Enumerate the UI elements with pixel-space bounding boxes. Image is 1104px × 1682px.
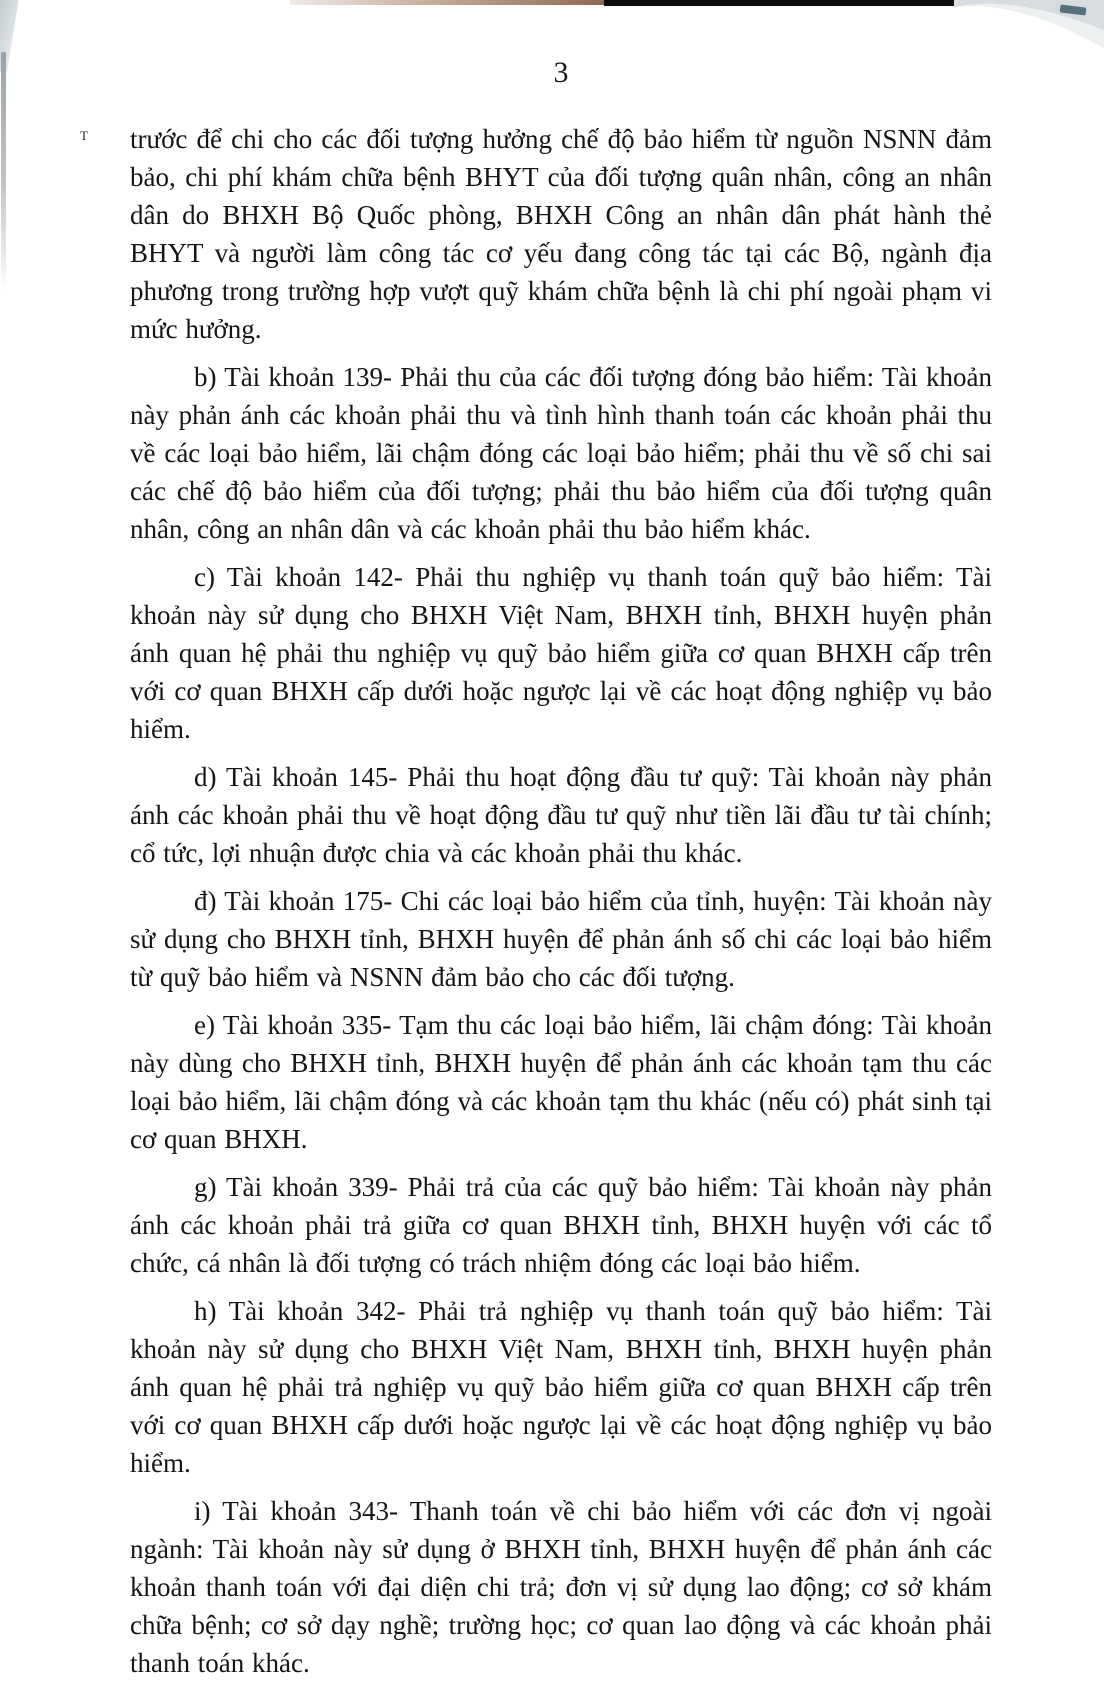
paragraph-item-h-account-342: h) Tài khoản 342- Phải trả nghiệp vụ thanh toán quỹ bảo hiểm: Tài khoản này sử dụng cho BHXH Việt Nam, BHXH tỉnh, BHXH huyện phản ánh quan hệ phải trả nghiệp vụ quỹ bảo hiểm giữa cơ quan BHXH cấp trên với cơ quan BHXH cấp dưới hoặc ngược lại về các hoạt động nghiệp vụ bảo hiểm.: [130, 1296, 992, 1478]
stray-scan-mark: T: [80, 128, 88, 143]
paragraph-item-e-account-335: e) Tài khoản 335- Tạm thu các loại bảo hiểm, lãi chậm đóng: Tài khoản này dùng cho BHXH tỉnh, BHXH huyện để phản ánh các khoản tạm thu các loại bảo hiểm, lãi chậm đóng và các khoản tạm thu khác (nếu có) phát sinh tại cơ quan BHXH.: [130, 1010, 992, 1154]
paragraph-item-i-account-343: i) Tài khoản 343- Thanh toán về chi bảo hiểm với các đơn vị ngoài ngành: Tài khoản này sử dụng ở BHXH tỉnh, BHXH huyện để phản ánh các khoản thanh toán với đại diện chi trả; đơn vị sử dụng lao động; cơ sở khám chữa bệnh; cơ sở dạy nghề; trường học; cơ quan lao động và các khoản phải thanh toán khác.: [130, 1496, 992, 1678]
paragraph-item-d-account-145: d) Tài khoản 145- Phải thu hoạt động đầu tư quỹ: Tài khoản này phản ánh các khoản phải thu về hoạt động đầu tư quỹ như tiền lãi đầu tư tài chính; cổ tức, lợi nhuận được chia và các khoản phải thu khác.: [130, 762, 992, 868]
page-number: 3: [553, 56, 569, 89]
paragraph-item-c-account-142: c) Tài khoản 142- Phải thu nghiệp vụ thanh toán quỹ bảo hiểm: Tài khoản này sử dụng cho BHXH Việt Nam, BHXH tỉnh, BHXH huyện phản ánh quan hệ phải thu nghiệp vụ quỹ bảo hiểm giữa cơ quan BHXH cấp trên với cơ quan BHXH cấp dưới hoặc ngược lại về các hoạt động nghiệp vụ bảo hiểm.: [130, 562, 992, 744]
paragraph-continuation: trước để chi cho các đối tượng hưởng chế độ bảo hiểm từ nguồn NSNN đảm bảo, chi phí khám chữa bệnh BHYT của đối tượng quân nhân, công an nhân dân do BHXH Bộ Quốc phòng, BHXH Công an nhân dân phát hành thẻ BHYT và người làm công tác cơ yếu đang công tác tại các Bộ, ngành địa phương trong trường hợp vượt quỹ khám chữa bệnh là chi phí ngoài phạm vi mức hưởng.: [130, 124, 992, 344]
paragraph-item-b-account-139: b) Tài khoản 139- Phải thu của các đối tượng đóng bảo hiểm: Tài khoản này phản ánh các khoản phải thu và tình hình thanh toán các khoản phải thu về các loại bảo hiểm, lãi chậm đóng các loại bảo hiểm; phải thu về số chi sai các chế độ bảo hiểm của đối tượng; phải thu bảo hiểm của đối tượng quân nhân, công an nhân dân và các khoản phải thu bảo hiểm khác.: [130, 362, 992, 544]
paragraph-item-dd-account-175: đ) Tài khoản 175- Chi các loại bảo hiểm của tỉnh, huyện: Tài khoản này sử dụng cho BHXH tỉnh, BHXH huyện để phản ánh số chi các loại bảo hiểm từ quỹ bảo hiểm và NSNN đảm bảo cho các đối tượng.: [130, 886, 992, 992]
paragraph-item-g-account-339: g) Tài khoản 339- Phải trả của các quỹ bảo hiểm: Tài khoản này phản ánh các khoản phải trả giữa cơ quan BHXH tỉnh, BHXH huyện với các tổ chức, cá nhân là đối tượng có trách nhiệm đóng các loại bảo hiểm.: [130, 1172, 992, 1278]
